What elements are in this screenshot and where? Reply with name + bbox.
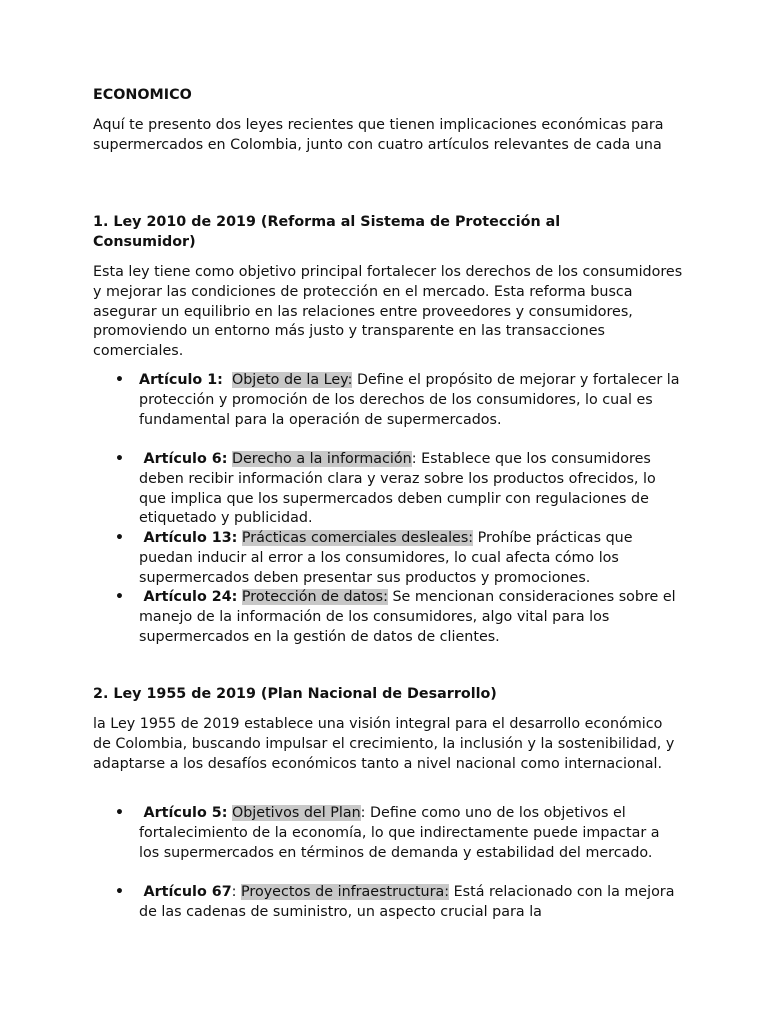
article-topic: Objetivos del Plan — [231, 805, 361, 821]
article-text: : Establece que los consumidores deben recibir información clara y veraz sobre los productos ofrecidos, lo que implica que los supermercados deben cumplir con regulaciones de etiquetado y publicidad. — [139, 451, 656, 527]
list-item — [115, 588, 684, 647]
article-topic: Derecho a la información — [231, 451, 412, 467]
article-text: Prohíbe prácticas que puedan inducir al error a los consumidores, lo cual afecta cómo los supermercados deben presentar sus productos y promociones. — [139, 530, 633, 586]
article-text: Está relacionado con la mejora de las cadenas de suministro, un aspecto crucial para la — [139, 884, 675, 920]
list-item — [115, 529, 684, 588]
list-item — [115, 371, 684, 430]
article-text: Se mencionan consideraciones sobre el manejo de la información de los consumidores, algo vital para los supermercados en la gestión de datos de clientes. — [139, 589, 676, 645]
article-label: Artículo 24: — [143, 589, 238, 605]
article-label: Artículo 1: — [139, 372, 223, 388]
bullet-icon: • — [115, 530, 124, 546]
bullet-icon: • — [115, 589, 124, 605]
document-title: ECONOMICO — [93, 87, 192, 103]
list-item — [115, 450, 684, 529]
article-text: : Define como uno de los objetivos el fortalecimiento de la economía, lo que indirectamente puede impactar a los supermercados en términos de demanda y estabilidad del mercado. — [139, 805, 660, 861]
list-item — [115, 883, 684, 923]
article-text: Define el propósito de mejorar y fortalecer la protección y promoción de los derechos de los consumidores, lo cual es fundamental para la operación de supermercados. — [139, 372, 680, 428]
article-topic: Objeto de la Ley: — [231, 372, 353, 388]
law1-description: Esta ley tiene como objetivo principal fortalecer los derechos de los consumidores y mejorar las condiciones de protección en el mercado. Esta reforma busca asegurar un equilibrio en las relaciones entre proveedores y consumidores, promoviendo un entorno más justo y transparente en las transacciones comerciales. — [93, 264, 683, 360]
article-label: Artículo 67 — [143, 884, 232, 900]
list-item — [115, 804, 684, 863]
bullet-icon: • — [115, 372, 124, 388]
bullet-icon: • — [115, 805, 124, 821]
intro-paragraph: Aquí te presento dos leyes recientes que tienen implicaciones económicas para supermercados en Colombia, junto con cuatro artículos relevantes de cada una — [93, 117, 664, 153]
article-label: Artículo 6: — [143, 451, 228, 467]
article-label: Artículo 13: — [143, 530, 238, 546]
article-topic: Protección de datos: — [241, 589, 388, 605]
law2-heading: 2. Ley 1955 de 2019 (Plan Nacional de Desarrollo) — [93, 686, 497, 702]
article-topic: Prácticas comerciales desleales: — [241, 530, 474, 546]
law1-heading: 1. Ley 2010 de 2019 (Reforma al Sistema de Protección al Consumidor) — [93, 214, 561, 250]
article-separator: : — [231, 884, 237, 900]
bullet-icon: • — [115, 884, 124, 900]
bullet-icon: • — [115, 451, 124, 467]
law2-description: la Ley 1955 de 2019 establece una visión integral para el desarrollo económico de Colombia, buscando impulsar el crecimiento, la inclusión y la sostenibilidad, y adaptarse a los desafíos económicos tanto a nivel nacional como internacional. — [93, 716, 675, 772]
article-topic: Proyectos de infraestructura: — [241, 884, 450, 900]
article-label: Artículo 5: — [143, 805, 228, 821]
